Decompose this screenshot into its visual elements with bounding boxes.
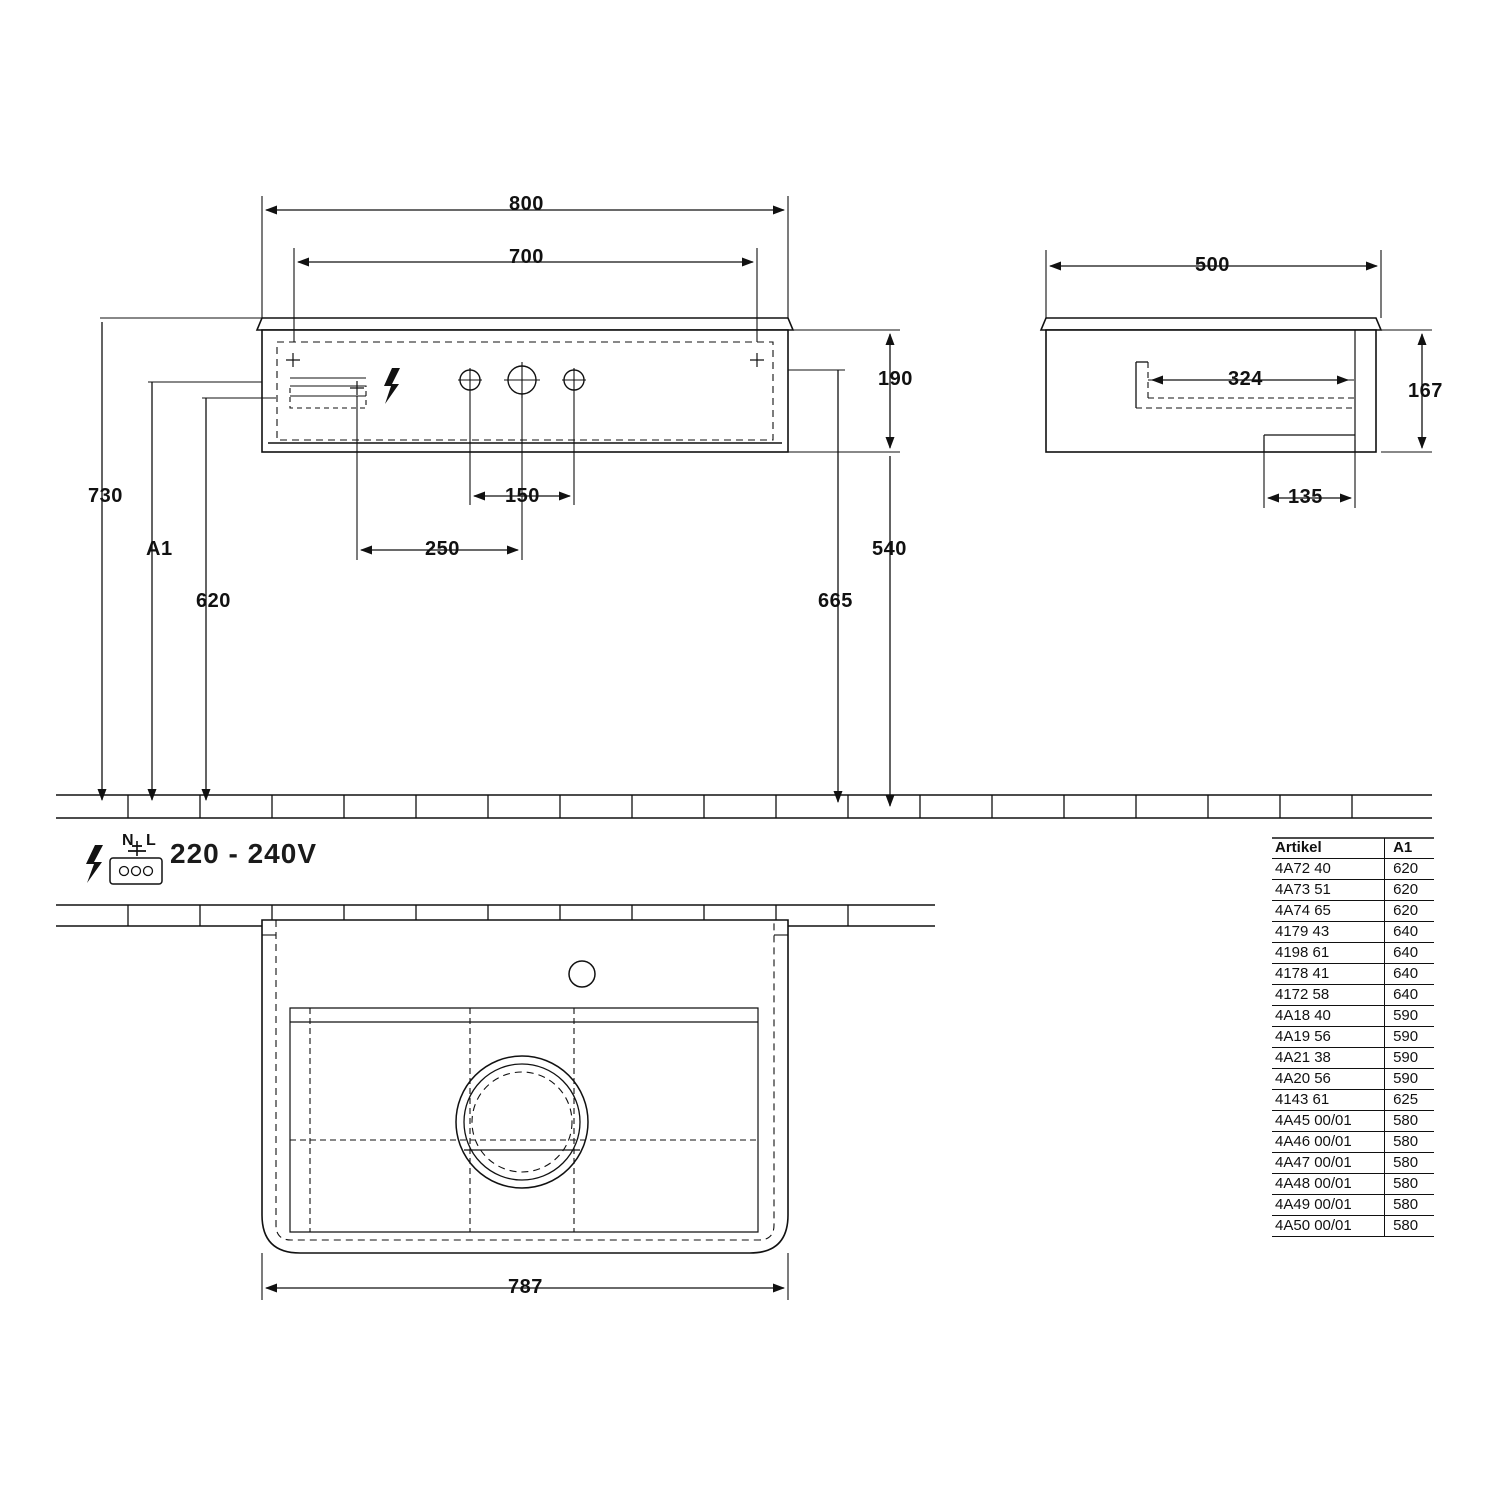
table-cell-a1: 620: [1385, 859, 1434, 880]
table-row: [1272, 1111, 1434, 1132]
table-row: [1272, 1048, 1434, 1069]
table-cell-a1: 580: [1385, 1195, 1434, 1216]
table-cell-artikel: 4A50 00/01: [1272, 1216, 1385, 1237]
table-row: [1272, 880, 1434, 901]
table-cell-artikel: 4A47 00/01: [1272, 1153, 1385, 1174]
dim-label-665: 665: [818, 590, 853, 612]
table-cell-artikel: 4179 43: [1272, 922, 1385, 943]
table-cell-artikel: 4A20 56: [1272, 1069, 1385, 1090]
table-row: [1272, 922, 1434, 943]
table-cell-artikel: 4A46 00/01: [1272, 1132, 1385, 1153]
table-cell-artikel: 4A74 65: [1272, 901, 1385, 922]
table-cell-a1: 640: [1385, 922, 1434, 943]
table-cell-a1: 580: [1385, 1216, 1434, 1237]
table-cell-artikel: 4A49 00/01: [1272, 1195, 1385, 1216]
dim-label-730: 730: [88, 485, 123, 507]
floor-line-upper: [56, 795, 1432, 818]
dim-label-135: 135: [1288, 486, 1323, 508]
table-row: [1272, 943, 1434, 964]
table-cell-artikel: 4A45 00/01: [1272, 1111, 1385, 1132]
dim-label-500: 500: [1195, 254, 1230, 276]
terminal-l-label: L: [146, 832, 157, 849]
table-row: [1272, 1216, 1434, 1237]
table-cell-artikel: 4198 61: [1272, 943, 1385, 964]
table-header-a1: A1: [1385, 838, 1434, 859]
table-cell-artikel: 4143 61: [1272, 1090, 1385, 1111]
table-cell-artikel: 4A73 51: [1272, 880, 1385, 901]
table-row: [1272, 1153, 1434, 1174]
table-row: [1272, 1195, 1434, 1216]
table-row: [1272, 901, 1434, 922]
table-cell-a1: 580: [1385, 1111, 1434, 1132]
dim-left-stack: [100, 318, 276, 800]
table-row: [1272, 1174, 1434, 1195]
table-row: [1272, 1069, 1434, 1090]
spec-table: [1272, 838, 1434, 1237]
table-row: [1272, 1090, 1434, 1111]
dim-label-150: 150: [505, 485, 540, 507]
table-cell-a1: 580: [1385, 1174, 1434, 1195]
table-cell-a1: 580: [1385, 1132, 1434, 1153]
table-cell-a1: 590: [1385, 1027, 1434, 1048]
dim-label-a1: A1: [146, 538, 173, 560]
table-cell-a1: 640: [1385, 964, 1434, 985]
table-row: [1272, 1006, 1434, 1027]
table-cell-artikel: 4A72 40: [1272, 859, 1385, 880]
dim-label-700: 700: [509, 246, 544, 268]
table-cell-artikel: 4178 41: [1272, 964, 1385, 985]
dim-right-stack: [788, 330, 900, 806]
table-cell-a1: 625: [1385, 1090, 1434, 1111]
front-view-cabinet: [257, 318, 793, 452]
table-cell-a1: 640: [1385, 943, 1434, 964]
table-row: [1272, 1132, 1434, 1153]
top-view-basin: [262, 920, 788, 1253]
dim-label-324: 324: [1228, 368, 1263, 390]
dim-label-167: 167: [1408, 380, 1443, 402]
side-view-cabinet: [1041, 318, 1381, 452]
dim-label-540: 540: [872, 538, 907, 560]
dim-label-800: 800: [509, 193, 544, 215]
table-header-artikel: Artikel: [1272, 838, 1385, 859]
table-cell-artikel: 4A19 56: [1272, 1027, 1385, 1048]
table-cell-a1: 590: [1385, 1006, 1434, 1027]
dim-label-787: 787: [508, 1276, 543, 1298]
voltage-label: 220 - 240V: [170, 838, 317, 869]
table-cell-a1: 580: [1385, 1153, 1434, 1174]
dim-label-190: 190: [878, 368, 913, 390]
dim-label-620: 620: [196, 590, 231, 612]
table-cell-a1: 620: [1385, 880, 1434, 901]
table-row: [1272, 859, 1434, 880]
table-cell-a1: 640: [1385, 985, 1434, 1006]
dim-label-250: 250: [425, 538, 460, 560]
table-cell-a1: 620: [1385, 901, 1434, 922]
terminal-n-label: N: [122, 832, 135, 849]
table-cell-artikel: 4A18 40: [1272, 1006, 1385, 1027]
table-cell-a1: 590: [1385, 1048, 1434, 1069]
table-cell-artikel: 4A21 38: [1272, 1048, 1385, 1069]
table-row: [1272, 985, 1434, 1006]
table-row: [1272, 964, 1434, 985]
table-cell-a1: 590: [1385, 1069, 1434, 1090]
table-row: [1272, 1027, 1434, 1048]
table-cell-artikel: 4A48 00/01: [1272, 1174, 1385, 1195]
table-cell-artikel: 4172 58: [1272, 985, 1385, 1006]
